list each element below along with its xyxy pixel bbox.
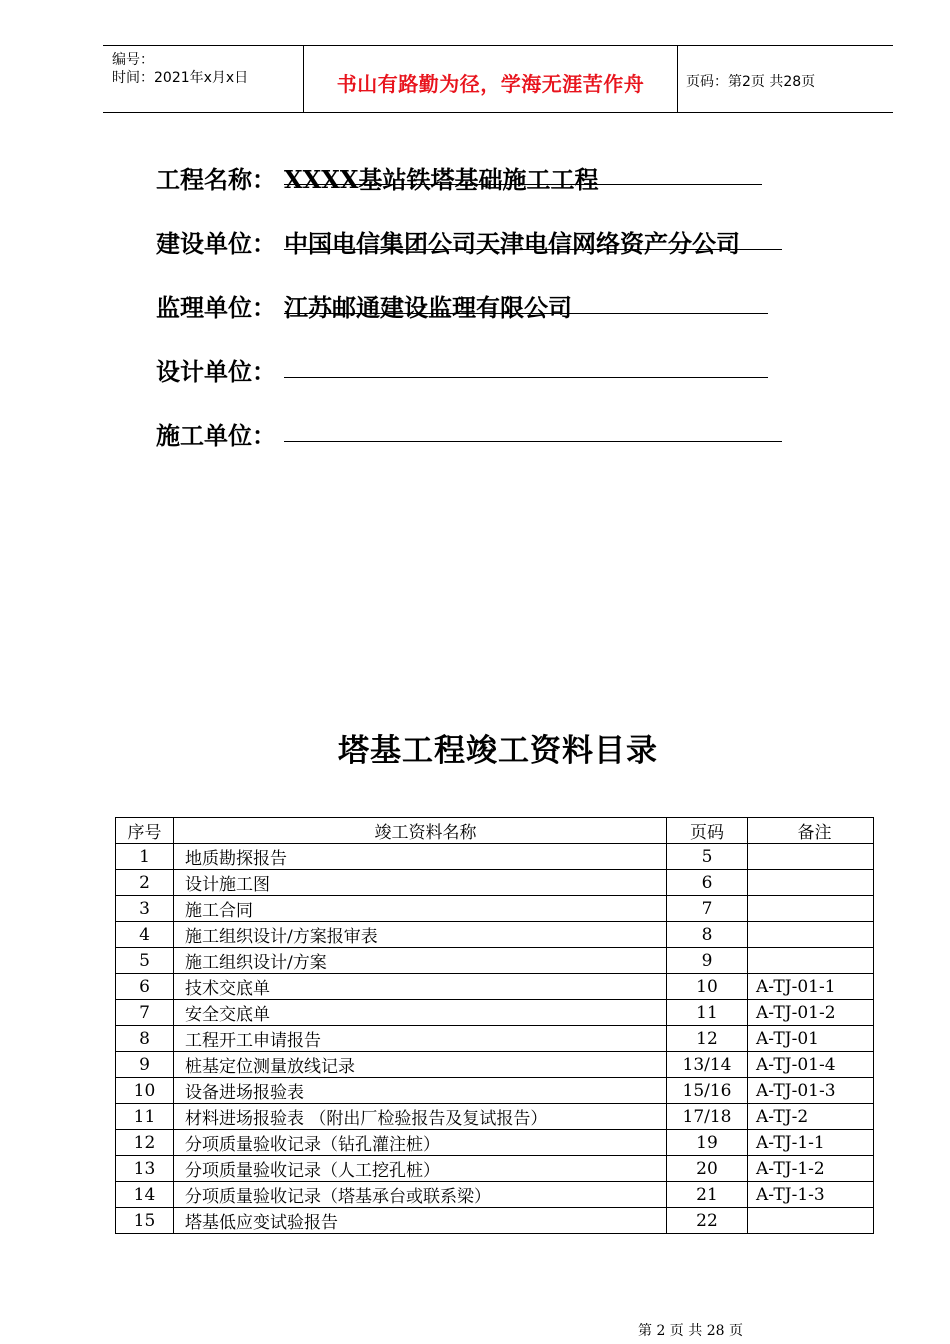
row-doc-name: 安全交底单	[174, 1000, 667, 1026]
table-row	[116, 1156, 874, 1182]
header-motto: 书山有路勤为径，学海无涯苦作舟	[336, 72, 645, 96]
row-remark: A-TJ-01-1	[748, 974, 874, 1000]
row-page: 7	[667, 896, 748, 922]
row-remark: A-TJ-1-1	[748, 1130, 874, 1156]
table-row	[116, 1052, 874, 1078]
row-page: 9	[667, 948, 748, 974]
row-doc-name: 工程开工申请报告	[174, 1026, 667, 1052]
row-page: 12	[667, 1026, 748, 1052]
table-row	[116, 844, 874, 870]
row-seq: 10	[116, 1078, 174, 1104]
row-remark: A-TJ-01-2	[748, 1000, 874, 1026]
row-remark: A-TJ-01	[748, 1026, 874, 1052]
table-header-row	[116, 818, 874, 844]
supervisor-value: 江苏邮通建设监理有限公司	[284, 293, 572, 322]
header-top-rule	[103, 45, 893, 46]
project-name-label: 工程名称：	[156, 166, 276, 194]
row-doc-name: 材料进场报验表 （附出厂检验报告及复试报告）	[174, 1104, 667, 1130]
table-row	[116, 1104, 874, 1130]
row-doc-name: 分项质量验收记录（人工挖孔桩）	[174, 1156, 667, 1182]
row-remark	[748, 1208, 874, 1234]
designer-label: 设计单位：	[156, 358, 276, 386]
project-name-underline	[284, 184, 762, 185]
row-doc-name: 施工合同	[174, 896, 667, 922]
row-seq: 1	[116, 844, 174, 870]
row-seq: 6	[116, 974, 174, 1000]
row-remark: A-TJ-1-2	[748, 1156, 874, 1182]
row-doc-name: 塔基低应变试验报告	[174, 1208, 667, 1234]
header-bottom-rule	[103, 112, 893, 113]
row-seq: 14	[116, 1182, 174, 1208]
row-page: 15/16	[667, 1078, 748, 1104]
header-number-label: 编号：	[112, 52, 154, 68]
row-seq: 4	[116, 922, 174, 948]
constructor-underline	[284, 441, 782, 442]
row-doc-name: 桩基定位测量放线记录	[174, 1052, 667, 1078]
table-row	[116, 922, 874, 948]
page-footer: 第 2 页 共 28 页	[638, 1323, 743, 1339]
row-page: 6	[667, 870, 748, 896]
header-page: 页码	[667, 818, 748, 844]
header-date: 时间：2021年x月x日	[112, 70, 249, 86]
table-row	[116, 1182, 874, 1208]
row-seq: 8	[116, 1026, 174, 1052]
row-seq: 5	[116, 948, 174, 974]
document-title: 塔基工程竣工资料目录	[338, 733, 658, 769]
builder-label: 建设单位：	[156, 230, 276, 258]
row-remark: A-TJ-1-3	[748, 1182, 874, 1208]
header-remark: 备注	[748, 818, 874, 844]
table-row	[116, 1000, 874, 1026]
builder-underline	[284, 249, 782, 250]
row-seq: 3	[116, 896, 174, 922]
row-page: 21	[667, 1182, 748, 1208]
row-page: 10	[667, 974, 748, 1000]
table-row	[116, 1130, 874, 1156]
row-remark	[748, 948, 874, 974]
table-row	[116, 948, 874, 974]
row-doc-name: 设备进场报验表	[174, 1078, 667, 1104]
row-seq: 12	[116, 1130, 174, 1156]
completion-docs-table	[115, 817, 874, 1234]
row-page: 20	[667, 1156, 748, 1182]
row-page: 5	[667, 844, 748, 870]
row-seq: 7	[116, 1000, 174, 1026]
designer-underline	[284, 377, 768, 378]
row-seq: 13	[116, 1156, 174, 1182]
constructor-label: 施工单位：	[156, 422, 276, 450]
table-row	[116, 896, 874, 922]
row-doc-name: 技术交底单	[174, 974, 667, 1000]
table-row	[116, 974, 874, 1000]
row-remark	[748, 844, 874, 870]
row-page: 22	[667, 1208, 748, 1234]
row-remark: A-TJ-01-3	[748, 1078, 874, 1104]
row-remark	[748, 922, 874, 948]
row-remark	[748, 870, 874, 896]
row-remark	[748, 896, 874, 922]
header-divider-right	[677, 45, 678, 112]
row-doc-name: 施工组织设计/方案报审表	[174, 922, 667, 948]
row-seq: 15	[116, 1208, 174, 1234]
row-page: 13/14	[667, 1052, 748, 1078]
row-seq: 2	[116, 870, 174, 896]
row-page: 17/18	[667, 1104, 748, 1130]
row-doc-name: 施工组织设计/方案	[174, 948, 667, 974]
row-doc-name: 地质勘探报告	[174, 844, 667, 870]
header-doc-name: 竣工资料名称	[174, 818, 667, 844]
header-page-label: 页码：第2页 共28页	[686, 74, 816, 90]
row-remark: A-TJ-2	[748, 1104, 874, 1130]
row-page: 8	[667, 922, 748, 948]
table-row	[116, 1026, 874, 1052]
builder-value: 中国电信集团公司天津电信网络资产分公司	[284, 229, 740, 258]
row-remark: A-TJ-01-4	[748, 1052, 874, 1078]
row-doc-name: 分项质量验收记录（塔基承台或联系梁）	[174, 1182, 667, 1208]
row-seq: 11	[116, 1104, 174, 1130]
supervisor-underline	[284, 313, 768, 314]
row-page: 19	[667, 1130, 748, 1156]
row-seq: 9	[116, 1052, 174, 1078]
table-row	[116, 1208, 874, 1234]
supervisor-label: 监理单位：	[156, 294, 276, 322]
header-seq: 序号	[116, 818, 174, 844]
row-doc-name: 分项质量验收记录（钻孔灌注桩）	[174, 1130, 667, 1156]
row-page: 11	[667, 1000, 748, 1026]
table-row	[116, 870, 874, 896]
project-name-value: XXXX基站铁塔基础施工工程	[284, 165, 599, 194]
row-doc-name: 设计施工图	[174, 870, 667, 896]
table-row	[116, 1078, 874, 1104]
